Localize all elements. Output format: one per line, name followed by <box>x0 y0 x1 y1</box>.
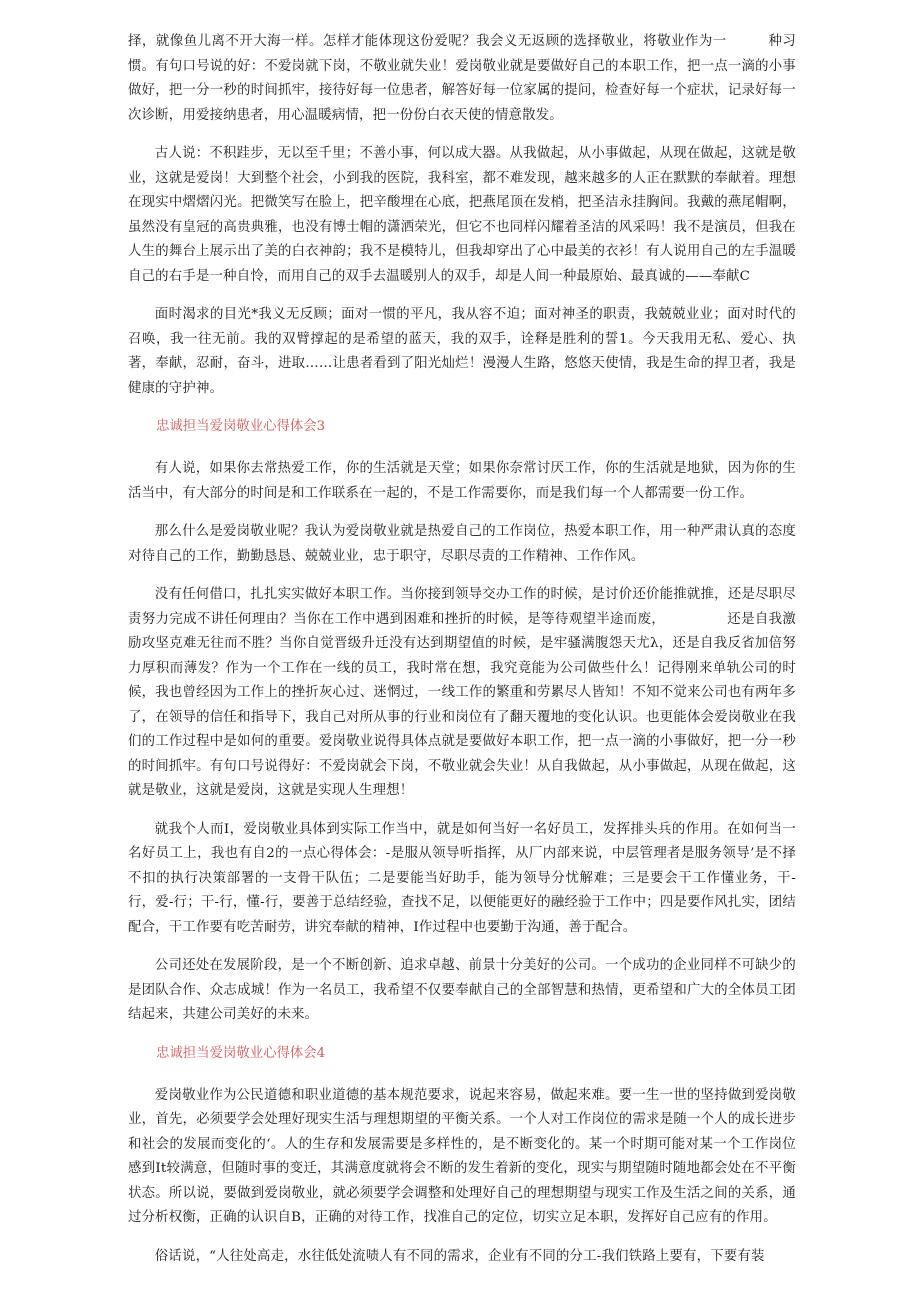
document-page <box>128 30 796 1283</box>
paragraph: 就我个人而I，爱岗敬业具体到实际工作当中，就是如何当好一名好员工，发挥排头兵的作用。在如何当一名好员工上，我也有自2的一点心得体会：-是服从领导听指挥，从厂内部来说，中层管理者是服务领导’是不择不扣的执行决策部署的一支骨干队伍；二是要能当好助手，能为领导分忧解难；三是要会干工作懂业务，干-行，爱-行；干-行，懂-行，要善于总结经验，查找不足，以便能更好的融经验于工作中；四是要作风扎实，团结配合，干工作要有吃苦耐劳，讲究奉献的精神，I作过程中也要勤于沟通，善于配合。 <box>128 821 796 935</box>
paragraph: 公司还处在发展阶段，是一个不断创新、追求卓越、前景十分美好的公司。一个成功的企业同样不可缺少的是团队合作、众志成城！作为一名员工，我希望不仅要奉献自己的全部智慧和热情，更希望和广大的全体员工团结起来，共建公司美好的未来。 <box>128 958 796 1022</box>
section-heading: 忠诚担当爱岗敬业心得体会3 <box>156 419 326 434</box>
section-heading: 忠诚担当爱岗敬业心得体会4 <box>156 1045 326 1061</box>
paragraph: 古人说：不积跬步，无以至千里；不善小事，何以成大器。从我做起，从小事做起，从现在做起，这就是敬业，这就是爱岗！大到整个社会，小到我的医院，我科室，都不难发现，越来越多的人正在默默的奉献着。理想在现实中熠熠闪光。把微笑写在脸上，把辛酸埋在心底，把燕尾顶在发梢，把圣洁永挂胸间。我戴的燕尾帽啊，虽然没有皇冠的高贵典雅，也没有博士帽的潇洒荣光，但它不也同样闪耀着圣洁的风采吗！我不是演员，但我在人生的舞台上展示出了美的白衣神韵；我不是模特儿，但我却穿出了心中最美的衣衫！有人说用自己的左手温暖自己的右手是一种自怜，而用自己的双手去温暖别人的双手，却是人间一种最原始、最真诚的——奉献C <box>128 146 796 284</box>
paragraph: 爱岗敬业作为公民道德和职业道德的基本规范要求，说起来容易，做起来难。要一生一世的坚持做到爱岗敬业，首先，必须要学会处理好现实生活与理想期望的平衡关系。一个人对工作岗位的需求是随一个人的成长进步和社会的发展而变化的‘。人的生存和发展需要是多样性的，是不断变化的。某一个时期可能对某一个工作岗位感到It较满意，但随时事的变迁，其满意度就将会不断的发生着新的变化，现实与期望随时随地都会处在不平衡状态。所以说，要做到爱岗敬业，就必须要学会调整和处理好自己的理想期望与现实工作及生活之间的关系，通过分析权衡，正确的认识自B，正确的对待工作，找准自己的定位，切实立足本职，发挥好自己应有的作用。 <box>128 1087 796 1225</box>
paragraph: 俗话说，“人往处高走，水往低处流啧人有不同的需求，企业有不同的分工-我们铁路上要有，下要有装 <box>154 1248 765 1264</box>
paragraph: 那么什么是爱岗敬业呢？我认为爱岗敬业就是热爱自己的工作岗位，热爱本职工作，用一种严肃认真的态度对待自己的工作，勤勤恳恳、兢兢业业，忠于职守，尽职尽责的工作精神、工作作风。 <box>128 524 796 564</box>
paragraph: 有人说，如果你去常热爱工作，你的生活就是天堂；如果你奈常讨厌工作，你的生活就是地狱，因为你的生活当中，有大部分的时间是和工作联系在一起的，不是工作需要你，而是我们每一个人都需要一份工作。 <box>128 461 796 501</box>
paragraph: 择，就像鱼儿离不开大海一样。怎样才能体现这份爱呢？我会义无返顾的选择敬业，将敬业作为一 种习惯。有句口号说的好：不爱岗就下岗，不敬业就失业！爱岗敬业就是要做好自己的本职工作，把一点一滴的小事做好，把一分一秒的时间抓牢，接待好每一位患者，解答好每一位家属的提问，检查好每一个症状，记录好每一次诊断，用爱接纳患者，用心温暖病情，把一份份白衣天使的情意散发。 <box>128 34 796 123</box>
paragraph: 面时渴求的目光*我义无反顾；面对一惯的平凡，我从容不迫；面对神圣的职责，我兢兢业业；面对时代的召唤，我一往无前。我的双臂撑起的是希望的蓝天，我的双手，诠释是胜利的誓1。今天我用无私、爱心、执著，奉献，忍耐，奋斗，进取……让患者看到了阳光灿烂！漫漫人生路，悠悠天使情，我是生命的捍卫者，我是健康的守护神。 <box>128 307 796 396</box>
paragraph: 没有任何借口，扎扎实实做好本职工作。当你接到领导交办工作的时候，是讨价还价能推就推，还是尽职尽责努力完成不讲任何理由？当你在工作中遇到困难和挫折的时候，是等待观望半途而废， 还是自我激励攻坚克难无往而不胜？当你自觉晋级升迁没有达到期望值的时候，是牢骚满腹怨天尤λ，还是自我反省加倍努力厚积而薄发？作为一个工作在一线的员工，我时常在想，我究竟能为公司做些什么！记得刚来单轨公司的时候，我也曾经因为工作上的挫折灰心过、迷惘过，一线工作的繁重和劳累尽人皆知！不知不觉来公司也有两年多了，在领导的信任和指导下，我自己对所从事的行业和岗位有了翻天覆地的变化认识。也更能体会爱岗敬业在我们的工作过程中是如何的重要。爱岗敬业说得具体点就是要做好本职工作，把一点一滴的小事做好，把一分一秒的时间抓牢。有句口号说得好：不爱岗就会下岗，不敬业就会失业！从自我做起，从小事做起，从现在做起，这就是敬业，这就是爱岗，这就是实现人生理想！ <box>128 587 796 798</box>
